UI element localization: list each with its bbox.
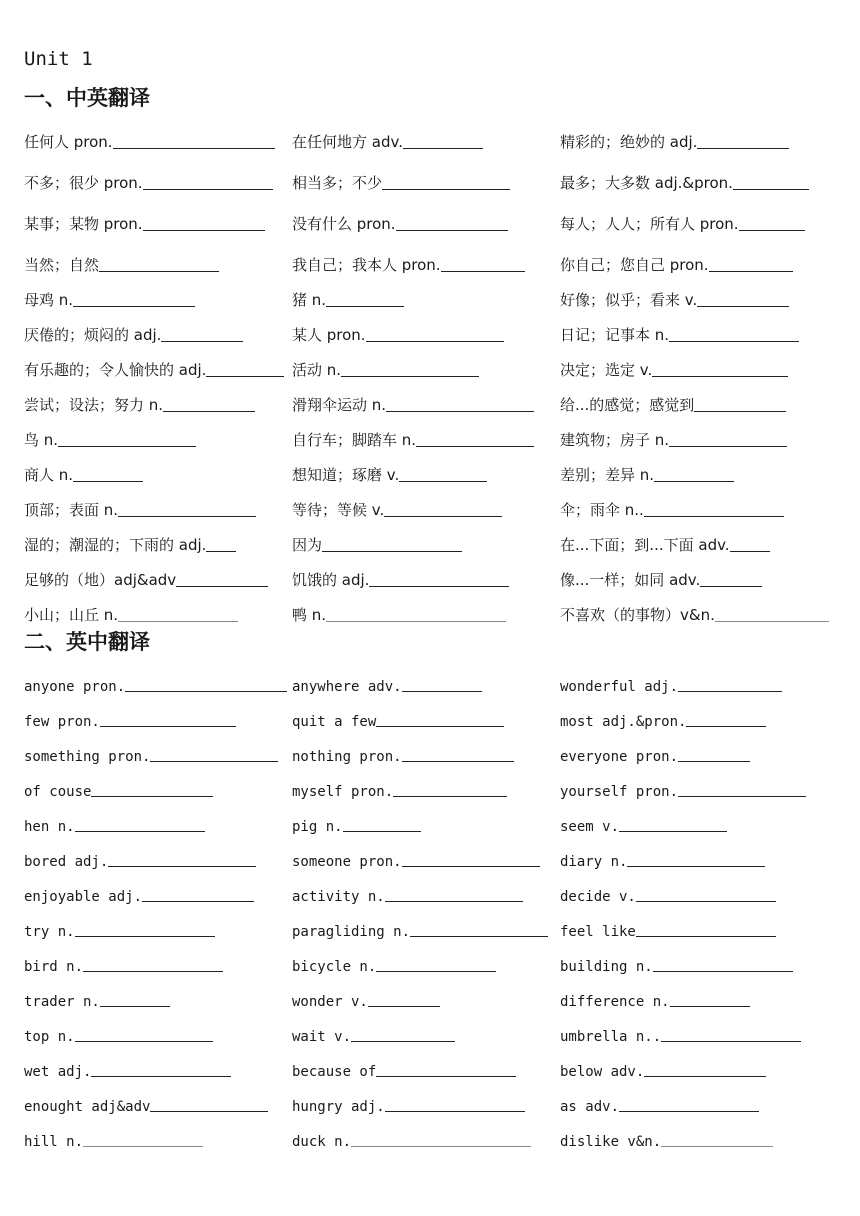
- en-term-item-label: something pron.: [24, 749, 151, 765]
- answer-blank-line[interactable]: [366, 341, 504, 342]
- en-term-item-label: trader n.: [24, 994, 100, 1010]
- answer-blank-line[interactable]: [341, 376, 479, 377]
- en-term-item-label: hen n.: [24, 819, 75, 835]
- cn-term-row: [24, 380, 830, 415]
- cn-term-item-label: 决定；选定 v.: [560, 361, 653, 379]
- en-term-item-label: wet adj.: [24, 1064, 92, 1080]
- en-term-item-label: feel like: [560, 924, 636, 940]
- cn-term-item: [24, 254, 292, 275]
- en-term-item: [560, 1099, 830, 1115]
- answer-blank-line[interactable]: [636, 936, 776, 937]
- cn-term-item-label: 尝试；设法；努力 n.: [24, 396, 164, 414]
- en-term-item: [292, 749, 560, 765]
- en-term-item: [560, 994, 830, 1010]
- en-term-item-label: anyone pron.: [24, 679, 126, 695]
- en-term-item: [24, 749, 292, 765]
- cn-term-item: [24, 213, 292, 234]
- en-term-item: [292, 1064, 560, 1080]
- cn-term-item: [292, 289, 560, 310]
- en-term-item-label: nothing pron.: [292, 749, 402, 765]
- en-term-row: [24, 1010, 830, 1045]
- cn-term-item: [560, 213, 830, 234]
- answer-blank-line[interactable]: [697, 306, 789, 307]
- en-term-item-label: few pron.: [24, 714, 100, 730]
- cn-term-item: [560, 289, 830, 310]
- answer-blank-line[interactable]: [697, 148, 789, 149]
- answer-blank-line[interactable]: [73, 306, 195, 307]
- answer-blank-line[interactable]: [351, 1041, 455, 1042]
- answer-blank-line[interactable]: [393, 796, 507, 797]
- en-term-row: [24, 695, 830, 730]
- en-term-item: [560, 819, 830, 835]
- answer-blank-line[interactable]: [644, 1076, 766, 1077]
- en-term-item-label: bird n.: [24, 959, 84, 975]
- en-term-item: [24, 819, 292, 835]
- answer-blank-line[interactable]: [73, 481, 143, 482]
- answer-blank-line[interactable]: [416, 446, 534, 447]
- cn-en-translation-grid: [24, 118, 830, 625]
- en-term-item-label: dislike v&n.: [560, 1134, 662, 1150]
- cn-term-item: [560, 324, 830, 345]
- cn-term-item-label: 某事；某物 pron.: [24, 215, 143, 233]
- cn-term-item-label: 鸟 n.: [24, 431, 59, 449]
- en-term-row: [24, 905, 830, 940]
- cn-term-item: [292, 254, 560, 275]
- answer-blank-line[interactable]: [700, 586, 762, 587]
- answer-blank-line[interactable]: [150, 1111, 268, 1112]
- en-term-item: [292, 714, 560, 730]
- answer-blank-line[interactable]: [326, 306, 404, 307]
- en-term-row: [24, 730, 830, 765]
- en-term-item-label: umbrella n..: [560, 1029, 662, 1045]
- cn-term-item: [560, 359, 830, 380]
- cn-term-item: [560, 394, 830, 415]
- cn-term-item-label: 猪 n.: [292, 291, 327, 309]
- en-term-item: [560, 749, 830, 765]
- answer-blank-line[interactable]: [669, 446, 787, 447]
- answer-blank-line[interactable]: [386, 411, 534, 412]
- answer-blank-line[interactable]: [661, 1041, 801, 1042]
- answer-blank-line[interactable]: [163, 411, 255, 412]
- en-term-item: [292, 679, 560, 695]
- en-term-row: [24, 940, 830, 975]
- answer-blank-line[interactable]: [376, 726, 504, 727]
- en-term-item-label: as adv.: [560, 1099, 620, 1115]
- en-term-item-label: try n.: [24, 924, 75, 940]
- en-term-item-label: bored adj.: [24, 854, 109, 870]
- answer-blank-line[interactable]: [627, 866, 765, 867]
- cn-term-item: [292, 534, 560, 555]
- answer-blank-line[interactable]: [351, 1146, 531, 1147]
- cn-term-item-label: 母鸡 n.: [24, 291, 74, 309]
- en-term-item-label: someone pron.: [292, 854, 402, 870]
- answer-blank-line[interactable]: [382, 189, 510, 190]
- answer-blank-line[interactable]: [150, 761, 278, 762]
- cn-term-item: [292, 569, 560, 590]
- answer-blank-line[interactable]: [206, 376, 284, 377]
- answer-blank-line[interactable]: [399, 481, 487, 482]
- en-term-item-label: of couse: [24, 784, 92, 800]
- en-term-item: [24, 679, 292, 695]
- cn-term-item: [24, 394, 292, 415]
- en-term-item-label: difference n.: [560, 994, 670, 1010]
- cn-term-item-label: 自行车；脚踏车 n.: [292, 431, 417, 449]
- en-term-item: [560, 714, 830, 730]
- cn-term-item-label: 不喜欢（的事物）v&n.: [560, 606, 715, 624]
- en-term-item: [24, 924, 292, 940]
- answer-blank-line[interactable]: [715, 621, 829, 622]
- answer-blank-line[interactable]: [113, 148, 275, 149]
- en-term-row: [24, 1080, 830, 1115]
- section-title-cn-en: 一、中英翻译: [24, 86, 150, 110]
- en-term-item: [292, 1134, 560, 1150]
- en-term-item-label: wonderful adj.: [560, 679, 679, 695]
- cn-term-item-label: 某人 pron.: [292, 326, 366, 344]
- cn-term-item-label: 任何人 pron.: [24, 133, 113, 151]
- cn-term-row: [24, 275, 830, 310]
- en-term-item: [292, 959, 560, 975]
- cn-term-row: [24, 590, 830, 625]
- answer-blank-line[interactable]: [670, 1006, 750, 1007]
- en-term-item: [24, 1029, 292, 1045]
- cn-term-row: [24, 193, 830, 234]
- cn-term-item-label: 每人；人人；所有人 pron.: [560, 215, 739, 233]
- cn-term-item: [24, 534, 292, 555]
- cn-term-item-label: 小山；山丘 n.: [24, 606, 119, 624]
- answer-blank-line[interactable]: [686, 726, 766, 727]
- cn-term-item: [292, 429, 560, 450]
- en-term-item-label: top n.: [24, 1029, 75, 1045]
- en-term-item-label: most adj.&pron.: [560, 714, 687, 730]
- cn-term-item-label: 精彩的；绝妙的 adj.: [560, 133, 698, 151]
- cn-term-item: [292, 359, 560, 380]
- answer-blank-line[interactable]: [733, 189, 809, 190]
- en-term-item-label: activity n.: [292, 889, 385, 905]
- answer-blank-line[interactable]: [678, 761, 750, 762]
- answer-blank-line[interactable]: [368, 1006, 440, 1007]
- en-term-row: [24, 870, 830, 905]
- answer-blank-line[interactable]: [396, 230, 508, 231]
- cn-term-row: [24, 234, 830, 275]
- cn-term-row: [24, 485, 830, 520]
- cn-term-item: [560, 254, 830, 275]
- cn-term-item: [24, 464, 292, 485]
- cn-term-item-label: 厌倦的；烦闷的 adj.: [24, 326, 162, 344]
- en-term-item-label: anywhere adv.: [292, 679, 402, 695]
- answer-blank-line[interactable]: [83, 971, 223, 972]
- cn-term-item-label: 我自己；我本人 pron.: [292, 256, 441, 274]
- answer-blank-line[interactable]: [653, 971, 793, 972]
- cn-term-row: [24, 415, 830, 450]
- en-term-item: [24, 889, 292, 905]
- en-term-row: [24, 660, 830, 695]
- en-term-item: [292, 994, 560, 1010]
- answer-blank-line[interactable]: [678, 796, 806, 797]
- cn-term-item-label: 差别；差异 n.: [560, 466, 655, 484]
- en-term-item: [560, 679, 830, 695]
- en-term-item-label: building n.: [560, 959, 653, 975]
- answer-blank-line[interactable]: [142, 901, 254, 902]
- en-term-row: [24, 1045, 830, 1080]
- answer-blank-line[interactable]: [644, 516, 784, 517]
- cn-term-item: [24, 172, 292, 193]
- answer-blank-line[interactable]: [402, 866, 540, 867]
- answer-blank-line[interactable]: [322, 551, 462, 552]
- cn-term-item: [560, 429, 830, 450]
- answer-blank-line[interactable]: [176, 586, 268, 587]
- cn-term-item-label: 相当多；不少: [292, 174, 383, 192]
- answer-blank-line[interactable]: [403, 148, 483, 149]
- en-term-item-label: duck n.: [292, 1134, 352, 1150]
- en-term-item-label: enought adj&adv: [24, 1099, 151, 1115]
- en-term-item-label: diary n.: [560, 854, 628, 870]
- en-term-item-label: wonder v.: [292, 994, 368, 1010]
- cn-term-item: [24, 324, 292, 345]
- cn-term-item: [24, 499, 292, 520]
- en-term-item: [292, 819, 560, 835]
- answer-blank-line[interactable]: [91, 1076, 231, 1077]
- answer-blank-line[interactable]: [654, 481, 734, 482]
- en-term-item: [292, 924, 560, 940]
- answer-blank-line[interactable]: [694, 411, 786, 412]
- cn-term-row: [24, 555, 830, 590]
- cn-term-item: [292, 172, 560, 193]
- cn-term-item-label: 给...的感觉；感觉到: [560, 396, 695, 414]
- cn-term-item-label: 伞；雨伞 n..: [560, 501, 644, 519]
- cn-term-item-label: 想知道；琢磨 v.: [292, 466, 400, 484]
- cn-term-item: [292, 131, 560, 152]
- cn-term-item: [24, 604, 292, 625]
- cn-term-item-label: 像...一样；如同 adv.: [560, 571, 701, 589]
- answer-blank-line[interactable]: [100, 726, 236, 727]
- en-term-item: [560, 854, 830, 870]
- answer-blank-line[interactable]: [730, 551, 770, 552]
- en-term-row: [24, 765, 830, 800]
- answer-blank-line[interactable]: [161, 341, 243, 342]
- cn-term-item: [24, 429, 292, 450]
- en-term-item: [560, 1134, 830, 1150]
- section-title-en-cn: 二、英中翻译: [24, 630, 150, 654]
- en-term-item-label: myself pron.: [292, 784, 394, 800]
- unit-title: Unit 1: [24, 48, 93, 70]
- answer-blank-line[interactable]: [108, 866, 256, 867]
- answer-blank-line[interactable]: [669, 341, 799, 342]
- cn-term-item: [292, 499, 560, 520]
- cn-term-item: [24, 359, 292, 380]
- answer-blank-line[interactable]: [385, 1111, 525, 1112]
- en-term-item-label: enjoyable adj.: [24, 889, 143, 905]
- cn-term-item-label: 没有什么 pron.: [292, 215, 396, 233]
- en-term-item: [292, 1029, 560, 1045]
- answer-blank-line[interactable]: [678, 691, 782, 692]
- cn-term-item: [560, 499, 830, 520]
- cn-term-item: [292, 394, 560, 415]
- en-term-row: [24, 975, 830, 1010]
- answer-blank-line[interactable]: [661, 1146, 773, 1147]
- answer-blank-line[interactable]: [125, 691, 287, 692]
- en-term-item: [24, 714, 292, 730]
- answer-blank-line[interactable]: [58, 446, 196, 447]
- cn-term-row: [24, 520, 830, 555]
- answer-blank-line[interactable]: [118, 516, 256, 517]
- answer-blank-line[interactable]: [376, 971, 496, 972]
- cn-term-item-label: 商人 n.: [24, 466, 74, 484]
- answer-blank-line[interactable]: [99, 271, 219, 272]
- cn-term-item: [292, 213, 560, 234]
- en-term-item-label: because of: [292, 1064, 377, 1080]
- answer-blank-line[interactable]: [369, 586, 509, 587]
- cn-term-item-label: 在...下面；到...下面 adv.: [560, 536, 730, 554]
- en-term-item: [560, 924, 830, 940]
- cn-term-item-label: 建筑物；房子 n.: [560, 431, 670, 449]
- en-term-item-label: everyone pron.: [560, 749, 679, 765]
- en-term-item: [560, 1029, 830, 1045]
- en-term-row: [24, 800, 830, 835]
- en-term-item: [292, 784, 560, 800]
- answer-blank-line[interactable]: [326, 621, 506, 622]
- en-term-row: [24, 1115, 830, 1150]
- cn-term-item: [24, 131, 292, 152]
- en-term-item: [292, 854, 560, 870]
- answer-blank-line[interactable]: [385, 901, 523, 902]
- cn-term-item-label: 足够的（地）adj&adv: [24, 571, 177, 589]
- cn-term-item: [560, 604, 830, 625]
- en-term-item-label: wait v.: [292, 1029, 352, 1045]
- answer-blank-line[interactable]: [636, 901, 776, 902]
- answer-blank-line[interactable]: [402, 691, 482, 692]
- answer-blank-line[interactable]: [709, 271, 793, 272]
- cn-term-item: [560, 172, 830, 193]
- answer-blank-line[interactable]: [118, 621, 238, 622]
- en-term-item-label: hungry adj.: [292, 1099, 385, 1115]
- cn-term-row: [24, 310, 830, 345]
- en-term-item-label: paragliding n.: [292, 924, 411, 940]
- answer-blank-line[interactable]: [376, 1076, 516, 1077]
- answer-blank-line[interactable]: [384, 516, 502, 517]
- en-term-item: [292, 1099, 560, 1115]
- answer-blank-line[interactable]: [619, 1111, 759, 1112]
- en-term-item-label: pig n.: [292, 819, 343, 835]
- en-term-item-label: seem v.: [560, 819, 620, 835]
- answer-blank-line[interactable]: [343, 831, 421, 832]
- cn-term-item-label: 顶部；表面 n.: [24, 501, 119, 519]
- en-term-item-label: bicycle n.: [292, 959, 377, 975]
- answer-blank-line[interactable]: [143, 230, 265, 231]
- cn-term-item-label: 有乐趣的；令人愉快的 adj.: [24, 361, 207, 379]
- cn-term-row: [24, 152, 830, 193]
- cn-term-row: [24, 450, 830, 485]
- cn-term-item-label: 不多；很少 pron.: [24, 174, 143, 192]
- cn-term-row: [24, 118, 830, 152]
- cn-term-item-label: 滑翔伞运动 n.: [292, 396, 387, 414]
- answer-blank-line[interactable]: [91, 796, 213, 797]
- answer-blank-line[interactable]: [75, 831, 205, 832]
- en-term-item-label: yourself pron.: [560, 784, 679, 800]
- answer-blank-line[interactable]: [410, 936, 548, 937]
- en-term-row: [24, 835, 830, 870]
- cn-term-item: [292, 604, 560, 625]
- en-term-item: [24, 854, 292, 870]
- cn-term-item: [560, 534, 830, 555]
- answer-blank-line[interactable]: [83, 1146, 203, 1147]
- cn-term-item-label: 因为: [292, 536, 323, 554]
- cn-term-item-label: 等待；等候 v.: [292, 501, 385, 519]
- en-term-item-label: quit a few: [292, 714, 377, 730]
- cn-term-item-label: 日记；记事本 n.: [560, 326, 670, 344]
- en-term-item-label: below adv.: [560, 1064, 645, 1080]
- cn-term-item-label: 你自己；您自己 pron.: [560, 256, 709, 274]
- en-term-item: [24, 959, 292, 975]
- cn-term-item: [560, 569, 830, 590]
- answer-blank-line[interactable]: [441, 271, 525, 272]
- cn-term-item-label: 当然；自然: [24, 256, 100, 274]
- en-term-item-label: hill n.: [24, 1134, 84, 1150]
- en-term-item: [560, 784, 830, 800]
- en-term-item: [24, 1099, 292, 1115]
- answer-blank-line[interactable]: [100, 1006, 170, 1007]
- cn-term-item-label: 湿的；潮湿的；下雨的 adj.: [24, 536, 207, 554]
- cn-term-item-label: 饥饿的 adj.: [292, 571, 370, 589]
- cn-term-item-label: 活动 n.: [292, 361, 342, 379]
- en-term-item-label: decide v.: [560, 889, 636, 905]
- en-term-item: [560, 889, 830, 905]
- cn-term-item-label: 最多；大多数 adj.&pron.: [560, 174, 733, 192]
- cn-term-item: [24, 569, 292, 590]
- en-term-item: [24, 1064, 292, 1080]
- en-term-item: [24, 1134, 292, 1150]
- en-term-item: [560, 959, 830, 975]
- answer-blank-line[interactable]: [652, 376, 788, 377]
- answer-blank-line[interactable]: [619, 831, 727, 832]
- answer-blank-line[interactable]: [402, 761, 514, 762]
- answer-blank-line[interactable]: [75, 936, 215, 937]
- cn-term-item: [292, 324, 560, 345]
- answer-blank-line[interactable]: [75, 1041, 213, 1042]
- cn-term-item-label: 好像；似乎；看来 v.: [560, 291, 698, 309]
- cn-term-item: [560, 464, 830, 485]
- cn-term-item: [292, 464, 560, 485]
- cn-term-item: [24, 289, 292, 310]
- en-term-item: [24, 784, 292, 800]
- en-term-item: [24, 994, 292, 1010]
- en-term-item: [292, 889, 560, 905]
- cn-term-item-label: 鸭 n.: [292, 606, 327, 624]
- cn-term-item-label: 在任何地方 adv.: [292, 133, 403, 151]
- answer-blank-line[interactable]: [739, 230, 805, 231]
- en-term-item: [560, 1064, 830, 1080]
- answer-blank-line[interactable]: [143, 189, 273, 190]
- en-cn-translation-grid: [24, 660, 830, 1150]
- cn-term-item: [560, 131, 830, 152]
- cn-term-row: [24, 345, 830, 380]
- answer-blank-line[interactable]: [206, 551, 236, 552]
